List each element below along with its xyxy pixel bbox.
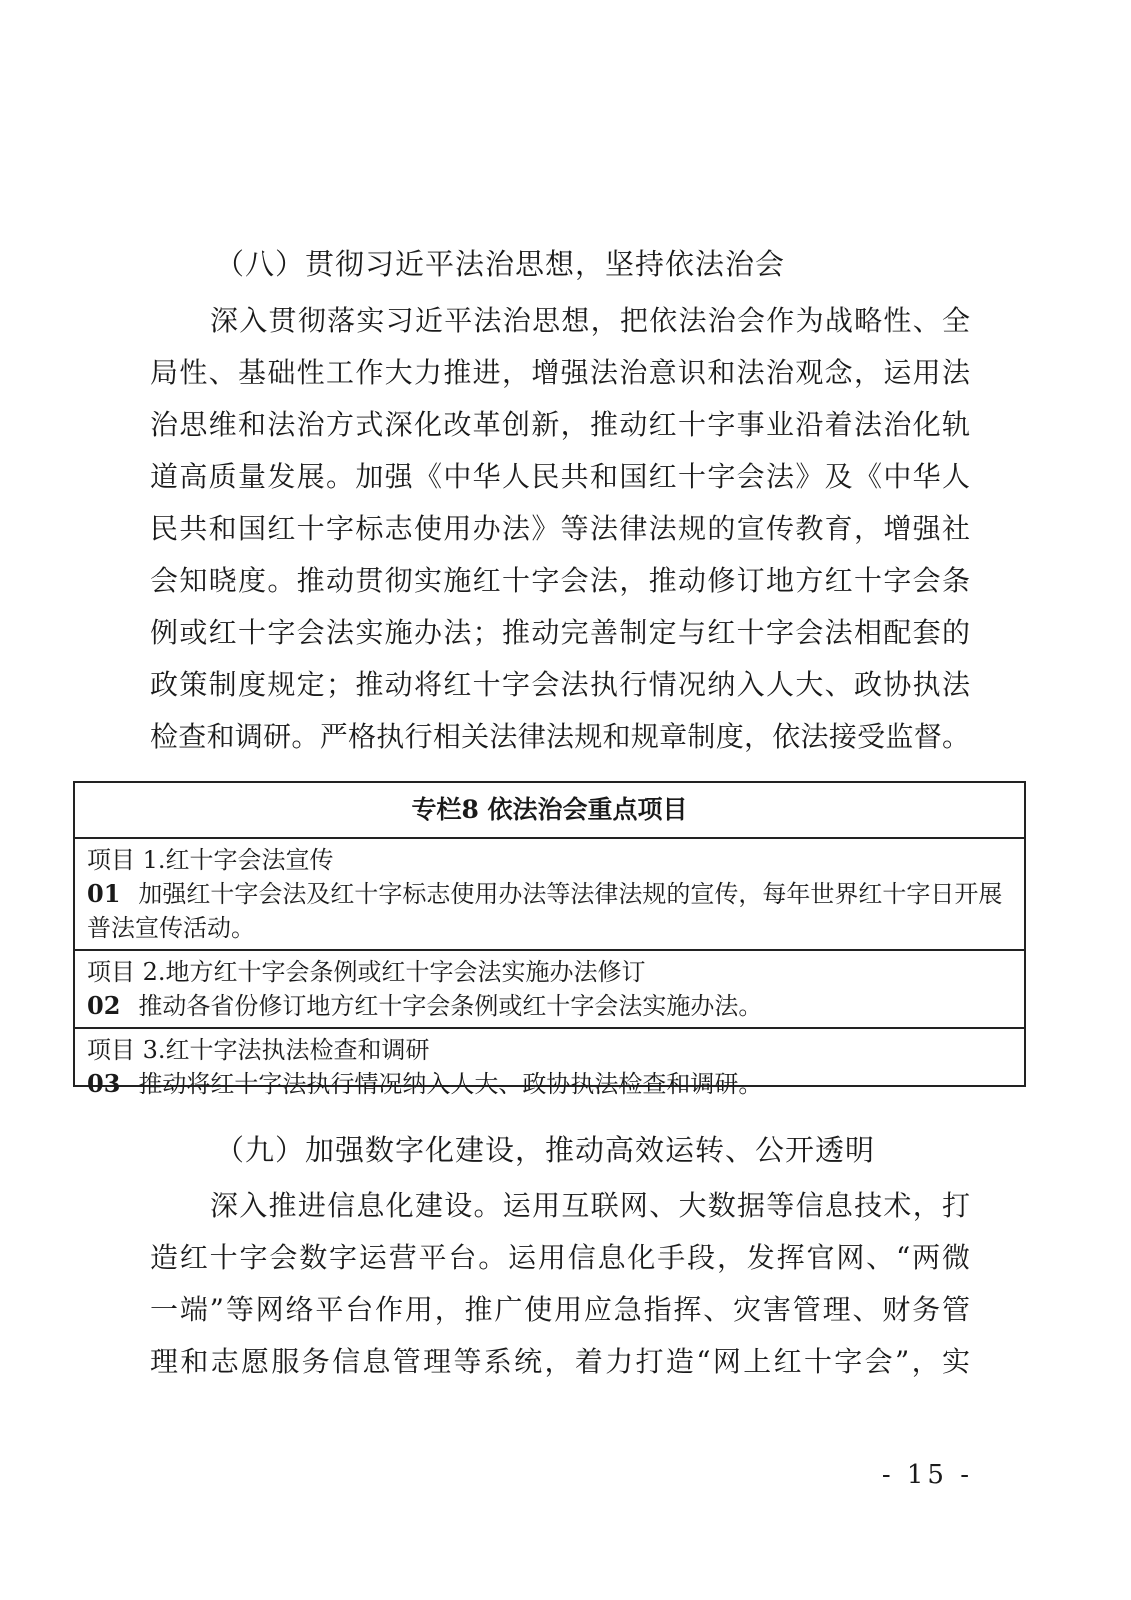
paragraph-line: 例或红十字会法实施办法；推动完善制定与红十字会法相配套的 [150, 616, 970, 649]
project-number: 02 [87, 991, 121, 1020]
project-description [87, 989, 1016, 1023]
paragraph-line: 造红十字会数字运营平台。运用信息化手段，发挥官网、“两微 [150, 1241, 970, 1274]
project-description [87, 877, 1016, 945]
paragraph-line: 一端”等网络平台作用，推广使用应急指挥、灾害管理、财务管 [150, 1293, 970, 1326]
section-9-heading: （九）加强数字化建设，推动高效运转、公开透明 [215, 1133, 876, 1167]
paragraph-line: 理和志愿服务信息管理等系统，着力打造“网上红十字会”，实 [150, 1345, 970, 1378]
page-number: - 15 - [881, 1460, 973, 1490]
section-9-paragraph [150, 1180, 970, 1388]
paragraph-line: 局性、基础性工作大力推进，增强法治意识和法治观念，运用法 [150, 356, 970, 389]
project-name: 项目 1.红十字会法宣传 [87, 846, 334, 874]
paragraph-line: 民共和国红十字标志使用办法》等法律法规的宣传教育，增强社 [150, 512, 970, 545]
box-title: 专栏8 依法治会重点项目 [75, 783, 1024, 839]
key-projects-box [73, 781, 1026, 1098]
project-section [75, 839, 1024, 951]
section-8-heading: （八）贯彻习近平法治思想，坚持依法治会 [215, 247, 786, 281]
project-text: 推动将红十字法执行情况纳入人大、政协执法检查和调研。 [138, 1070, 763, 1098]
project-text: 推动各省份修订地方红十字会条例或红十字会法实施办法。 [138, 992, 763, 1020]
paragraph-line: 治思维和法治方式深化改革创新，推动红十字事业沿着法治化轨 [150, 408, 970, 441]
project-name: 项目 3.红十字法执法检查和调研 [87, 1036, 430, 1064]
project-name: 项目 2.地方红十字会条例或红十字会法实施办法修订 [87, 958, 646, 986]
paragraph-line: 深入推进信息化建设。运用互联网、大数据等信息技术，打 [210, 1189, 970, 1222]
project-section [75, 951, 1024, 1029]
paragraph-line: 深入贯彻落实习近平法治思想，把依法治会作为战略性、全 [210, 304, 970, 337]
project-number: 01 [87, 879, 121, 908]
project-text: 加强红十字会法及红十字标志使用办法等法律法规的宣传，每年世界红十字日开展普法宣传活动。 [87, 880, 1003, 942]
section-8-paragraph [150, 295, 970, 763]
project-description [87, 1067, 1016, 1101]
project-number: 03 [87, 1069, 121, 1098]
paragraph-line: 道高质量发展。加强《中华人民共和国红十字会法》及《中华人 [150, 460, 970, 493]
paragraph-line: 会知晓度。推动贯彻实施红十字会法，推动修订地方红十字会条 [150, 564, 970, 597]
paragraph-line: 政策制度规定；推动将红十字会法执行情况纳入人大、政协执法 [150, 668, 970, 701]
project-section [75, 1029, 1024, 1105]
paragraph-line: 检查和调研。严格执行相关法律法规和规章制度，依法接受监督。 [150, 720, 970, 753]
